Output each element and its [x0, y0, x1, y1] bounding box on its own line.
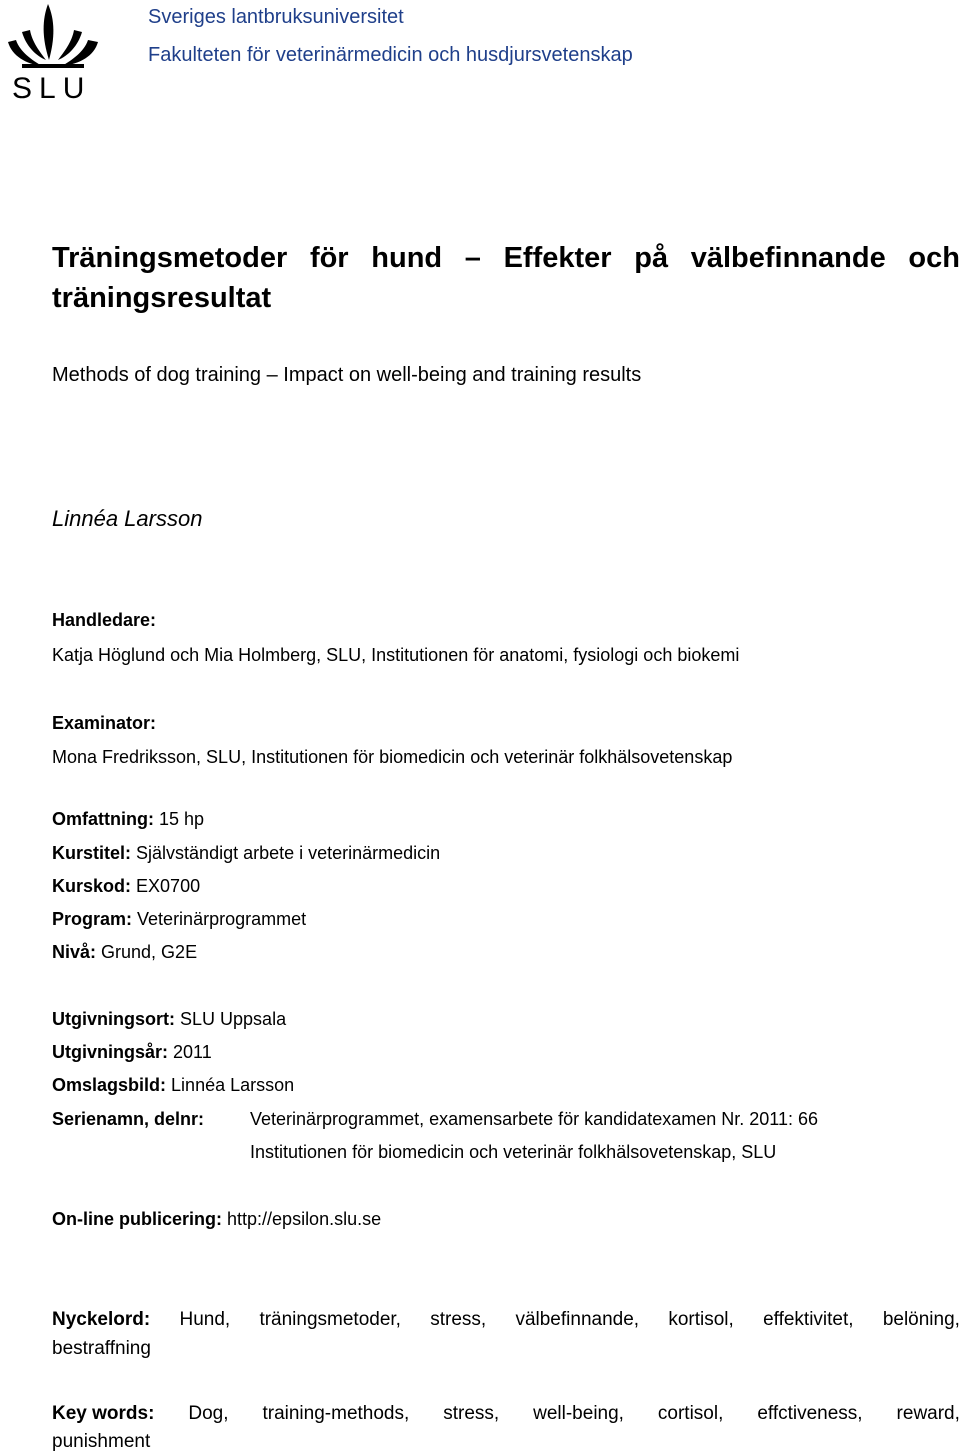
online-label: On-line publicering:	[52, 1209, 222, 1229]
title-word: välbefinnande	[690, 242, 886, 274]
scope-row	[52, 807, 204, 831]
level-value: Grund, G2E	[101, 942, 198, 962]
title-word: hund	[371, 242, 443, 274]
author-name: Linnéa Larsson	[52, 506, 203, 531]
examiner-value: Mona Fredriksson, SLU, Institutionen för biomedicin och veterinär folkhälsovetenskap	[52, 747, 733, 767]
cover-value: Linnéa Larsson	[171, 1075, 295, 1095]
faculty-name: Fakulteten för veterinärmedicin och husdjursvetenskap	[148, 44, 633, 66]
scope-label: Omfattning:	[52, 809, 154, 829]
keyword: stress,	[443, 1403, 500, 1424]
title-word: och	[908, 242, 960, 274]
keywords-en-continuation: punishment	[52, 1431, 151, 1452]
year-row	[52, 1040, 212, 1064]
keyword: effektivitet,	[763, 1309, 854, 1330]
keyword: training-methods,	[262, 1403, 410, 1424]
keyword: välbefinnande,	[515, 1309, 640, 1330]
course-title-value: Självständigt arbete i veterinärmedicin	[136, 843, 441, 863]
title-line-2: träningsresultat	[52, 282, 272, 314]
keyword: well-being,	[533, 1403, 624, 1424]
keyword: Dog,	[188, 1403, 229, 1424]
document-title	[52, 238, 960, 318]
place-label: Utgivningsort:	[52, 1009, 175, 1029]
program-value: Veterinärprogrammet	[137, 909, 307, 929]
keywords-en-line	[52, 1400, 960, 1428]
keywords-en-label: Key words:	[52, 1403, 155, 1424]
keyword: effctiveness,	[757, 1403, 863, 1424]
title-word: på	[634, 242, 669, 274]
place-value: SLU Uppsala	[180, 1009, 287, 1029]
slu-logo	[2, 2, 102, 106]
title-dash: –	[464, 242, 481, 274]
keywords-sv-continuation: bestraffning	[52, 1338, 151, 1359]
course-title-row	[52, 841, 440, 865]
keyword: stress,	[430, 1309, 487, 1330]
keywords-sv-label: Nyckelord:	[52, 1309, 151, 1330]
series-label: Serienamn, delnr:	[52, 1109, 205, 1129]
keyword: träningsmetoder,	[259, 1309, 401, 1330]
course-title-label: Kurstitel:	[52, 843, 132, 863]
series-line-1: Veterinärprogrammet, examensarbete för kandidatexamen Nr. 2011: 66	[250, 1109, 818, 1129]
keyword: kortisol,	[668, 1309, 734, 1330]
scope-value: 15 hp	[159, 809, 205, 829]
year-label: Utgivningsår:	[52, 1042, 169, 1062]
keyword: cortisol,	[657, 1403, 724, 1424]
level-row	[52, 940, 197, 964]
examiner-label: Examinator:	[52, 713, 157, 733]
year-value: 2011	[173, 1042, 212, 1062]
course-code-row	[52, 874, 200, 898]
title-word: för	[309, 242, 349, 274]
online-row	[52, 1207, 381, 1231]
level-label: Nivå:	[52, 942, 97, 962]
keyword: Hund,	[179, 1309, 231, 1330]
title-word: Träningsmetoder	[52, 242, 288, 274]
course-code-label: Kurskod:	[52, 876, 132, 896]
series-line-2: Institutionen för biomedicin och veterinär folkhälsovetenskap, SLU	[250, 1142, 777, 1162]
keyword: belöning,	[882, 1309, 960, 1330]
online-link[interactable]: http://epsilon.slu.se	[227, 1209, 382, 1229]
cover-row	[52, 1073, 294, 1097]
title-word: Effekter	[503, 242, 612, 274]
program-row	[52, 907, 306, 931]
keywords-sv-line	[52, 1306, 960, 1334]
logo-text: SLU	[12, 72, 92, 105]
supervisor-value: Katja Höglund och Mia Holmberg, SLU, Institutionen för anatomi, fysiologi och biokemi	[52, 645, 740, 665]
university-name: Sveriges lantbruksuniversitet	[148, 6, 404, 28]
program-label: Program:	[52, 909, 133, 929]
supervisor-label: Handledare:	[52, 610, 157, 630]
english-title: Methods of dog training – Impact on well-being and training results	[52, 364, 642, 386]
title-line-1	[52, 238, 960, 278]
course-code-value: EX0700	[136, 876, 201, 896]
keyword: reward,	[896, 1403, 960, 1424]
place-row	[52, 1007, 286, 1031]
cover-label: Omslagsbild:	[52, 1075, 167, 1095]
